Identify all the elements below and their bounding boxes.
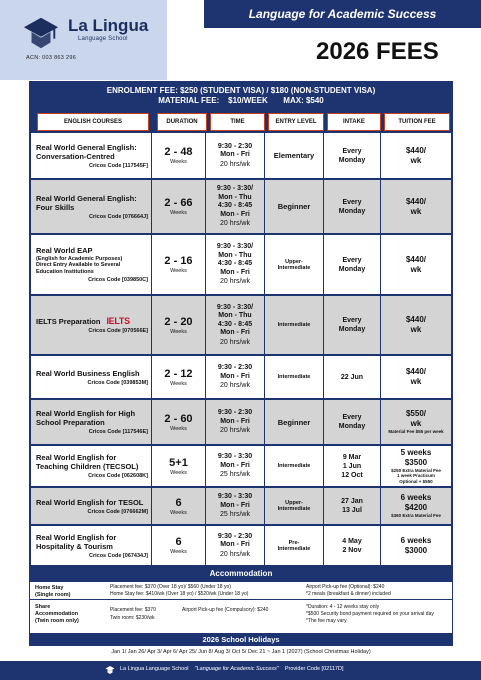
cricos-code: Cricos Code [062608K] xyxy=(88,473,148,479)
tuition-fee-cell xyxy=(381,356,451,398)
table-row xyxy=(31,296,451,354)
cricos-code: Cricos Code [076664J] xyxy=(89,213,148,220)
home-stay-placement: Placement fee: $370 (Over 18 yo)/ $560 (Under 18 yo) xyxy=(110,584,231,590)
duration-unit: Weeks xyxy=(170,328,187,335)
graduation-cap-icon xyxy=(22,14,60,52)
class-time: 9:30 - 3:30 Mon - Fri xyxy=(217,493,253,509)
cricos-code: Cricos Code [067434J] xyxy=(89,552,148,559)
class-time: 9:30 - 3:30 Mon - Fri xyxy=(217,453,253,469)
intake-cell xyxy=(324,235,380,294)
accommodation-title: Accommodation xyxy=(29,567,453,581)
logo-subtitle: Language School xyxy=(78,36,128,42)
enrolment-fee: ENROLMENT FEE: $250 (STUDENT VISA) / $180 (NON-STUDENT VISA) xyxy=(106,86,376,95)
intake-dates: Every Monday xyxy=(338,198,366,215)
share-note-duration: *Duration: 4 - 12 weeks stay only xyxy=(306,604,380,610)
time-cell xyxy=(206,133,264,178)
entry-level-cell xyxy=(265,526,323,565)
entry-level: Pre- Intermediate xyxy=(277,539,311,552)
weekly-hours: 20 hrs/wk xyxy=(220,220,250,227)
column-header-tuition-fee: TUITION FEE xyxy=(384,113,450,131)
column-header-time: TIME xyxy=(210,113,265,131)
tuition-fee: $440/ wk xyxy=(405,254,427,274)
course-cell xyxy=(31,400,151,444)
class-time: 9:30 - 3:30/ Mon - Thu 4:30 - 8:45 Mon - Fri xyxy=(216,185,254,218)
entry-level: Beginner xyxy=(277,417,311,427)
course-name: Real World English for Teaching Children (TECSOL) xyxy=(36,453,139,471)
class-time: 9:30 - 2:30 Mon - Fri xyxy=(217,142,253,158)
share-placement: Placement fee: $370 xyxy=(110,607,156,613)
time-cell xyxy=(206,526,264,565)
entry-level: Elementary xyxy=(273,151,315,160)
duration-unit: Weeks xyxy=(170,549,187,555)
accommodation-section xyxy=(29,581,453,634)
class-time: 9:30 - 2:30 Mon - Fri xyxy=(217,532,253,548)
entry-level: Upper- Intermediate xyxy=(277,500,311,512)
time-cell xyxy=(206,180,264,233)
logo-panel xyxy=(0,0,167,80)
table-row xyxy=(31,488,451,524)
duration-unit: Weeks xyxy=(170,469,187,476)
tuition-fee: $440/ wk xyxy=(405,196,427,216)
weekly-hours: 25 hrs/wk xyxy=(220,511,250,518)
duration-cell xyxy=(152,356,205,398)
entry-level-cell xyxy=(265,180,323,233)
time-cell xyxy=(206,356,264,398)
cricos-code: Cricos Code [039853M] xyxy=(87,379,148,386)
share-twin-room: Twin room: $230/wk xyxy=(110,615,155,621)
table-header xyxy=(29,113,453,131)
duration-value: 2 - 66 xyxy=(164,197,193,209)
graduation-cap-icon xyxy=(104,665,116,675)
duration-value: 6 xyxy=(175,536,182,548)
tuition-fee: 6 weeks $3000 xyxy=(400,535,432,555)
tuition-fee: $440/ wk xyxy=(405,315,427,334)
home-stay-label: Home Stay (Single room) xyxy=(35,585,71,598)
entry-level-cell xyxy=(265,235,323,294)
weekly-hours: 20 hrs/wk xyxy=(220,160,250,168)
course-cell xyxy=(31,180,151,233)
class-time: 9:30 - 2:30 Mon - Fri xyxy=(217,364,253,380)
course-cell xyxy=(31,296,151,354)
cricos-code: Cricos Code [117546E] xyxy=(88,429,148,435)
duration-unit: Weeks xyxy=(170,210,187,216)
table-row xyxy=(31,356,451,398)
course-cell xyxy=(31,356,151,398)
entry-level-cell xyxy=(265,356,323,398)
intake-dates: Every Monday xyxy=(338,147,366,164)
footer-slogan: "Language for Academic Success" xyxy=(194,666,279,672)
course-name: Real World English for TESOL xyxy=(36,497,144,507)
table-row xyxy=(31,446,451,486)
intake-cell xyxy=(324,356,380,398)
duration-cell xyxy=(152,446,205,486)
duration-unit: Weeks xyxy=(170,380,187,387)
time-cell xyxy=(206,400,264,444)
duration-value: 6 xyxy=(175,496,182,509)
share-note-vary: *The fee may vary xyxy=(306,618,347,624)
course-name: Real World Business English xyxy=(36,368,140,378)
table-row xyxy=(31,235,451,294)
tuition-fee: $440/ wk xyxy=(405,367,427,386)
duration-cell xyxy=(152,526,205,565)
tuition-fee-cell xyxy=(381,235,451,294)
intake-dates: 22 Jun xyxy=(340,373,364,381)
fees-table xyxy=(29,111,453,567)
intake-cell xyxy=(324,488,380,524)
footer-text xyxy=(120,666,343,672)
duration-value: 2 - 12 xyxy=(164,367,193,380)
tuition-fee-cell xyxy=(381,296,451,354)
time-cell xyxy=(206,488,264,524)
weekly-hours: 20 hrs/wk xyxy=(220,382,250,389)
entry-level: Intermediate xyxy=(277,463,311,469)
course-name: Real World General English: Four Skills xyxy=(36,193,137,212)
home-stay-row xyxy=(30,582,452,600)
intake-cell xyxy=(324,296,380,354)
column-header-courses: ENGLISH COURSES xyxy=(37,113,149,131)
tagline: Language for Academic Success xyxy=(204,0,481,28)
footer xyxy=(0,661,481,680)
entry-level: Intermediate xyxy=(277,374,311,380)
footer-school: La Lingua Language School xyxy=(120,666,189,672)
course-extra: (English for Academic Purposes) Direct Entry Available to Several Education Institutions xyxy=(36,255,123,275)
entry-level: Upper- Intermediate xyxy=(277,258,311,271)
weekly-hours: 20 hrs/wk xyxy=(220,550,250,558)
intake-cell xyxy=(324,133,380,178)
tuition-fee: $550/ wk xyxy=(405,409,427,429)
table-row xyxy=(31,133,451,178)
duration-unit: Weeks xyxy=(170,268,187,274)
enrolment-banner xyxy=(29,81,453,111)
material-fee: MATERIAL FEE: $10/WEEK MAX: $540 xyxy=(158,96,324,105)
duration-cell xyxy=(152,488,205,524)
holidays-dates: Jan 1/ Jan 26/ Apr 3/ Apr 6/ Apr 25/ Jun 8/ Aug 3/ Oct 5/ Dec 21 ~ Jan 1 (2027) (School Christmas Holiday) xyxy=(111,649,371,655)
tuition-fee-cell xyxy=(381,180,451,233)
course-name: Real World English for Hospitality & Tourism xyxy=(36,532,117,551)
home-stay-fee: Home Stay fee: $410/wk (Over 18 yo) / $520/wk (Under 18 yo) xyxy=(110,591,249,597)
class-time: 9:30 - 2:30 Mon - Fri xyxy=(217,409,253,425)
duration-value: 5+1 xyxy=(169,456,188,469)
duration-cell xyxy=(152,296,205,354)
duration-value: 2 - 20 xyxy=(164,315,193,328)
course-cell xyxy=(31,133,151,178)
intake-cell xyxy=(324,526,380,565)
tuition-fee-cell xyxy=(381,526,451,565)
acn-number: ACN: 003 863 296 xyxy=(26,55,77,61)
tuition-fee: 6 weeks $4200 xyxy=(400,493,432,513)
entry-level: Intermediate xyxy=(277,322,311,328)
weekly-hours: 20 hrs/wk xyxy=(220,278,250,285)
share-pickup: Airport Pick-up fee (Compulsory): $240 xyxy=(182,607,269,613)
duration-value: 2 - 60 xyxy=(164,412,193,425)
cricos-code: Cricos Code [070566E] xyxy=(88,327,148,334)
duration-unit: Weeks xyxy=(170,509,187,516)
cricos-code: Cricos Code [076662M] xyxy=(87,508,148,515)
fee-note: $360 Extra Material Fee xyxy=(391,513,441,519)
intake-dates: Every Monday xyxy=(338,414,366,430)
entry-level: Beginner xyxy=(277,202,311,211)
weekly-hours: 20 hrs/wk xyxy=(220,338,250,346)
entry-level-cell xyxy=(265,296,323,354)
course-cell xyxy=(31,235,151,294)
tuition-fee-cell xyxy=(381,133,451,178)
entry-level-cell xyxy=(265,488,323,524)
time-cell xyxy=(206,446,264,486)
table-row xyxy=(31,400,451,444)
share-accommodation-row xyxy=(30,601,452,634)
home-stay-pickup: Airport Pick-up fee (Optional): $240 xyxy=(306,584,385,590)
tuition-fee-cell xyxy=(381,446,451,486)
class-time: 9:30 - 3:30/ Mon - Thu 4:30 - 8:45 Mon - Fri xyxy=(216,243,254,276)
holidays-title: 2026 School Holidays xyxy=(29,634,453,646)
tuition-fee: $440/ wk xyxy=(405,145,427,165)
header xyxy=(0,0,481,80)
course-name: IELTS Preparation xyxy=(36,316,101,326)
logo-name: La Lingua xyxy=(68,16,149,35)
table-row xyxy=(31,526,451,565)
ielts-logo-icon: IELTS xyxy=(106,315,130,326)
intake-cell xyxy=(324,180,380,233)
duration-cell xyxy=(152,133,205,178)
weekly-hours: 25 hrs/wk xyxy=(220,471,250,478)
column-header-intake: INTAKE xyxy=(327,113,381,131)
home-stay-meals: *2 meals (breakfast & dinner) included xyxy=(306,591,391,597)
class-time: 9:30 - 3:30/ Mon - Thu 4:30 - 8:45 Mon - Fri xyxy=(216,303,254,336)
duration-value: 2 - 48 xyxy=(164,146,193,158)
fee-note: Material Fee $55 per week xyxy=(388,429,444,435)
table-row xyxy=(31,180,451,233)
intake-dates: Every Monday xyxy=(338,317,366,333)
course-name: Real World English for High School Preparation xyxy=(36,409,136,427)
duration-cell xyxy=(152,235,205,294)
entry-level-cell xyxy=(265,446,323,486)
intake-cell xyxy=(324,446,380,486)
fee-note: $250 Extra Material Fee 1 week Practicum Optional + $550 xyxy=(391,467,441,484)
course-cell xyxy=(31,446,151,486)
entry-level-cell xyxy=(265,133,323,178)
intake-dates: 9 Mar 1 Jun 12 Oct xyxy=(341,453,363,479)
column-header-entry-level: ENTRY LEVEL xyxy=(268,113,324,131)
duration-cell xyxy=(152,400,205,444)
page-title: 2026 FEES xyxy=(316,38,439,65)
duration-unit: Weeks xyxy=(170,425,187,432)
course-name: Real World EAP xyxy=(36,245,93,255)
share-accommodation-label: Share Accommodation (Twin room only) xyxy=(35,604,79,624)
course-name: Real World General English: Conversation-Centred xyxy=(36,142,137,161)
column-header-duration: DURATION xyxy=(157,113,207,131)
intake-dates: 27 Jan 13 Jul xyxy=(341,498,363,514)
intake-cell xyxy=(324,400,380,444)
entry-level-cell xyxy=(265,400,323,444)
tuition-fee-cell xyxy=(381,488,451,524)
share-note-bond: *$500 Security bond payment required on your arrival day xyxy=(306,611,434,617)
intake-dates: 4 May 2 Nov xyxy=(342,537,362,554)
duration-value: 2 - 16 xyxy=(164,255,193,267)
duration-unit: Weeks xyxy=(170,159,187,165)
time-cell xyxy=(206,296,264,354)
cricos-code: Cricos Code [039850C] xyxy=(88,277,148,284)
weekly-hours: 20 hrs/wk xyxy=(220,427,250,434)
duration-cell xyxy=(152,180,205,233)
course-cell xyxy=(31,526,151,565)
course-cell xyxy=(31,488,151,524)
tuition-fee: 5 weeks $3500 xyxy=(400,447,432,467)
time-cell xyxy=(206,235,264,294)
tuition-fee-cell xyxy=(381,400,451,444)
footer-provider: Provider Code [02117D] xyxy=(284,666,344,672)
cricos-code: Cricos Code [117545F] xyxy=(89,162,148,169)
intake-dates: Every Monday xyxy=(338,256,366,273)
